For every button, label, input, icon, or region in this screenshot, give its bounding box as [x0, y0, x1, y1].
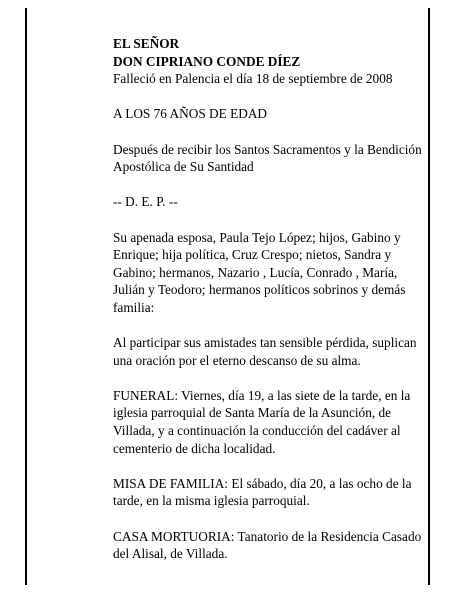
obituary-notice [113, 35, 425, 563]
funeral-paragraph: FUNERAL: Viernes, día 19, a las siete de la tarde, en la iglesia parroquial de Santa María de la Asunción, de Villada, y a continuación la conducción del cadáver al cementerio de dicha localidad. [113, 387, 411, 456]
prayer-request-paragraph: Al participar sus amistades tan sensible pérdida, suplican una oración por el eterno descanso de su alma. [113, 335, 417, 368]
funeral-home-paragraph: CASA MORTUORIA: Tanatorio de la Residencia Casado del Alisal, de Villada. [113, 528, 422, 562]
age-line: A LOS 76 AÑOS DE EDAD [113, 106, 268, 122]
dep-line: -- D. E. P. -- [113, 194, 178, 210]
family-mass-paragraph: MISA DE FAMILIA: El sábado, día 20, a las ocho de la tarde, en la misma iglesia parroquial. [113, 475, 412, 509]
family-paragraph: Su apenada esposa, Paula Tejo López; hijos, Gabino y Enrique; hija política, Cruz Crespo; nietos, Sandra y Gabino; hermanos, Nazario , Lucía, Conrado , María, Julián y Teodoro; hermanos políticos sobrinos y demás familia: [113, 229, 406, 315]
deceased-name: DON CIPRIANO CONDE DÍEZ [113, 53, 301, 69]
sacraments-paragraph: Después de recibir los Santos Sacramentos y la Bendición Apostólica de Su Santidad [113, 141, 422, 175]
title-el-senor: EL SEÑOR [113, 36, 180, 51]
death-notice-line: Falleció en Palencia el día 18 de septiembre de 2008 [113, 71, 393, 87]
